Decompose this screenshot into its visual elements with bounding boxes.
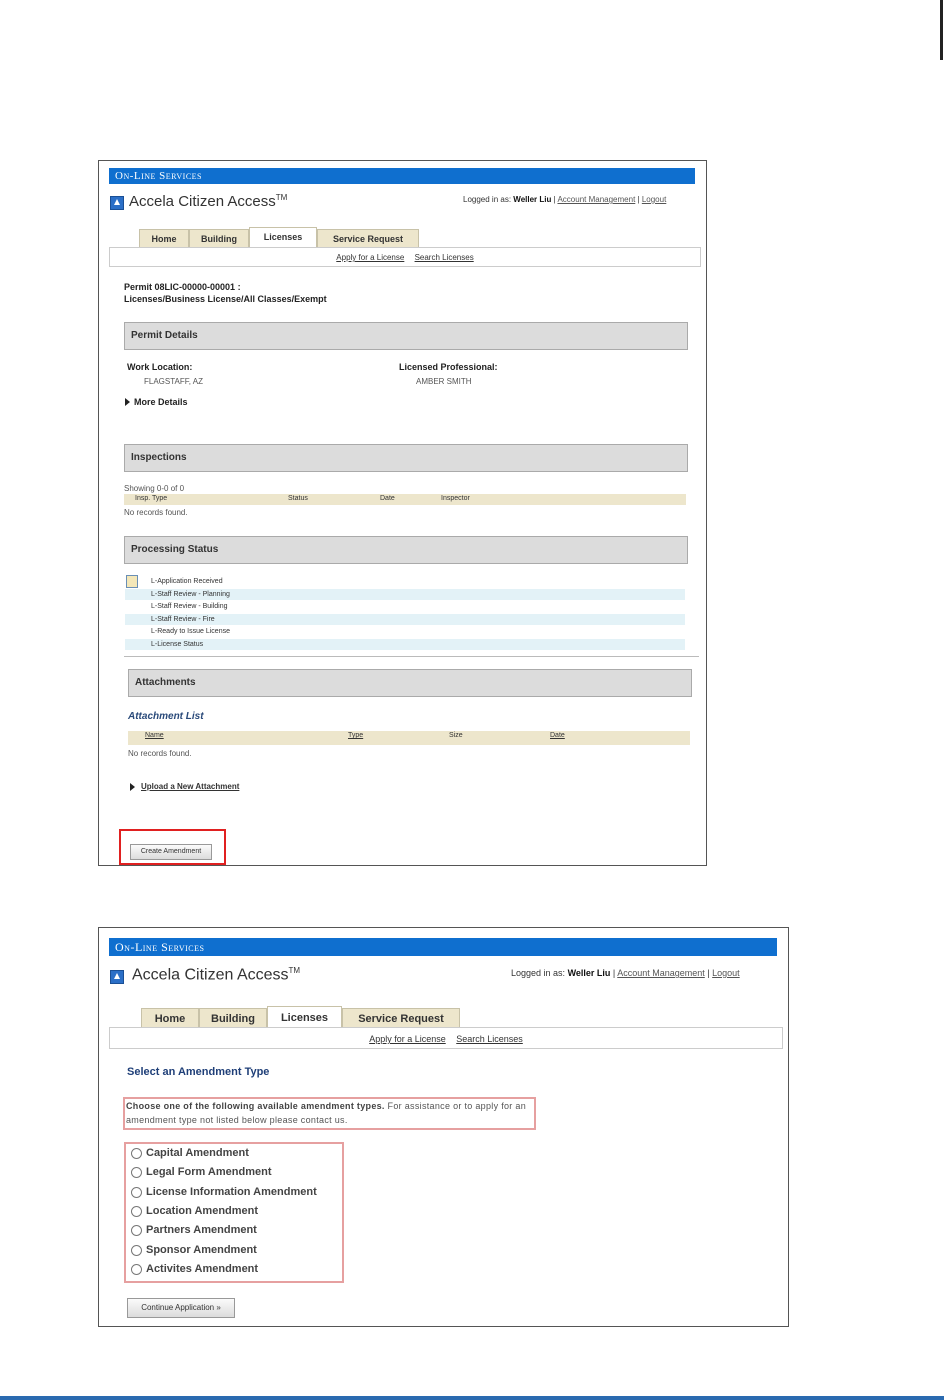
option-label: Legal Form Amendment [146, 1166, 272, 1178]
more-details-arrow-icon[interactable] [125, 398, 130, 406]
inspections-showing: Showing 0-0 of 0 [124, 484, 185, 493]
tab-building[interactable]: Building [199, 1008, 267, 1028]
logout-link[interactable]: Logout [641, 195, 667, 204]
login-info: Logged in as: Weller Liu | Account Management | Logout [511, 968, 740, 978]
processing-row: L-Staff Review - Planning [125, 589, 685, 600]
instruction-rest: For assistance or to apply for an amendment type not listed below please contact us. [126, 1101, 527, 1125]
section-divider [124, 656, 699, 657]
amendment-type-screenshot [98, 927, 789, 1327]
permit-details-header: Permit Details [124, 322, 688, 350]
attachments-header: Attachments [128, 669, 692, 697]
account-management-link[interactable]: Account Management [557, 195, 636, 204]
page-heading: Select an Amendment Type [127, 1066, 270, 1078]
user-name: Weller Liu [513, 195, 552, 204]
online-services-banner: On-Line Services [109, 168, 695, 184]
brand-name: Accela Citizen Access [129, 193, 276, 210]
continue-application-button[interactable]: Continue Application » [127, 1298, 235, 1318]
brand-title [132, 966, 300, 984]
work-location-label: Work Location: [127, 362, 193, 372]
brand-tm: TM [288, 966, 301, 975]
col-inspector[interactable]: Inspector [441, 495, 470, 502]
tab-home[interactable]: Home [139, 229, 189, 247]
processing-row: L-Staff Review - Fire [125, 614, 685, 625]
instruction-bold: Choose one of the following available amendment types. [126, 1101, 385, 1111]
option-label: Partners Amendment [146, 1224, 257, 1236]
tab-licenses[interactable]: Licenses [267, 1006, 342, 1028]
apply-for-license-link[interactable]: Apply for a License [369, 1034, 446, 1044]
col-status[interactable]: Status [288, 495, 308, 502]
licensed-professional-label: Licensed Professional: [399, 362, 498, 372]
tab-service-request[interactable]: Service Request [317, 229, 419, 247]
search-licenses-link[interactable]: Search Licenses [414, 253, 474, 262]
tab-service-request[interactable]: Service Request [342, 1008, 460, 1028]
license-subnav [109, 247, 701, 267]
option-label: Activites Amendment [146, 1263, 259, 1275]
col-size[interactable]: Size [449, 732, 463, 739]
page-bottom-rule [0, 1396, 944, 1400]
tab-home[interactable]: Home [141, 1008, 199, 1028]
logged-in-label: Logged in as: [511, 968, 566, 978]
page-edge-rule [940, 0, 943, 60]
online-services-banner: On-Line Services [109, 938, 777, 956]
user-name: Weller Liu [567, 968, 611, 978]
processing-row: L-Ready to Issue License [151, 628, 230, 635]
search-licenses-link[interactable]: Search Licenses [456, 1034, 523, 1044]
permit-type: Licenses/Business License/All Classes/Exempt [124, 294, 327, 304]
upload-attachment-link[interactable]: Upload a New Attachment [141, 782, 240, 791]
brand-tm: TM [275, 193, 288, 202]
logout-link[interactable]: Logout [712, 968, 740, 978]
attachments-table-header [128, 731, 690, 745]
col-date[interactable]: Date [550, 732, 565, 739]
permit-number: Permit 08LIC-00000-00001 : [124, 282, 241, 292]
login-info: Logged in as: Weller Liu | Account Management | Logout [463, 195, 667, 204]
more-details-link[interactable]: More Details [134, 397, 188, 407]
option-label: Capital Amendment [146, 1147, 249, 1159]
logged-in-label: Logged in as: [463, 195, 512, 204]
col-name[interactable]: Name [145, 732, 164, 739]
permit-detail-screenshot [98, 160, 707, 866]
create-amendment-button[interactable]: Create Amendment [130, 844, 212, 860]
processing-row: L-Application Received [151, 578, 223, 585]
tab-building[interactable]: Building [189, 229, 249, 247]
inspections-table-header [124, 494, 686, 505]
account-management-link[interactable]: Account Management [617, 968, 705, 978]
inspections-empty: No records found. [124, 508, 188, 517]
apply-for-license-link[interactable]: Apply for a License [336, 253, 405, 262]
attachments-empty: No records found. [128, 749, 192, 758]
option-label: Location Amendment [146, 1205, 259, 1217]
option-label: License Information Amendment [146, 1186, 317, 1198]
home-logo-icon [110, 196, 124, 210]
processing-row: L-License Status [125, 639, 685, 650]
col-insp-type[interactable]: Insp. Type [135, 495, 168, 502]
col-date[interactable]: Date [380, 495, 395, 502]
brand-title [129, 193, 287, 210]
work-location-value: FLAGSTAFF, AZ [144, 377, 203, 386]
col-type[interactable]: Type [348, 732, 364, 739]
home-logo-icon [110, 970, 124, 984]
tab-licenses[interactable]: Licenses [249, 227, 317, 247]
create-amendment-highlight [119, 829, 226, 865]
license-subnav [109, 1027, 783, 1049]
licensed-professional-value: AMBER SMITH [416, 377, 472, 386]
attachment-list-label: Attachment List [128, 711, 204, 722]
processing-row: L-Staff Review - Building [151, 603, 228, 610]
upload-arrow-icon[interactable] [130, 783, 135, 791]
inspections-header: Inspections [124, 444, 688, 472]
brand-name: Accela Citizen Access [132, 966, 289, 984]
option-label: Sponsor Amendment [146, 1244, 257, 1256]
options-highlight [124, 1142, 344, 1283]
instruction-highlight [123, 1097, 536, 1130]
processing-status-header: Processing Status [124, 536, 688, 564]
